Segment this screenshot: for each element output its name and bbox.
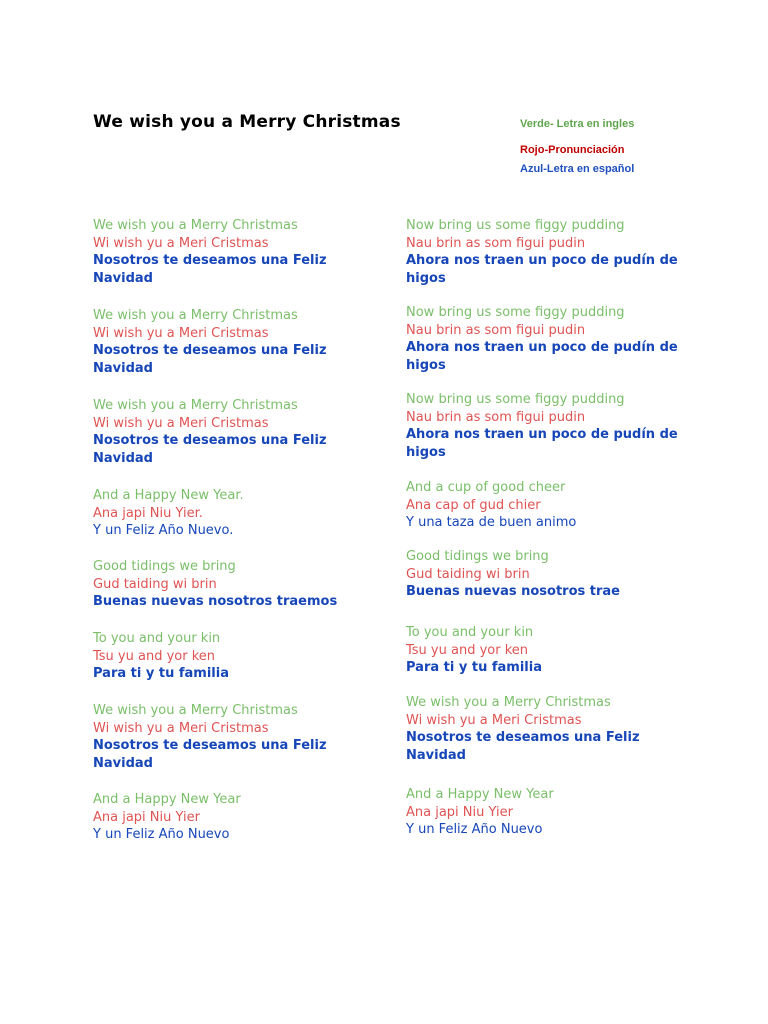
spanish-line: Ahora nos traen un poco de pudín de higos — [406, 340, 678, 373]
stanza — [93, 307, 383, 377]
stanza — [93, 702, 383, 772]
english-line: We wish you a Merry Christmas — [406, 695, 611, 710]
stanza — [93, 397, 383, 467]
spanish-line: Buenas nuevas nosotros traemos — [93, 594, 338, 609]
english-line: To you and your kin — [406, 625, 534, 640]
pronunciation-line: Ana japi Niu Yier — [406, 804, 513, 820]
english-line: We wish you a Merry Christmas — [93, 308, 298, 323]
pronunciation-line: Gud taiding wi brin — [93, 576, 217, 592]
english-line: Now bring us some figgy pudding — [406, 305, 625, 320]
spanish-line: Y un Feliz Año Nuevo — [93, 827, 230, 842]
spanish-line: Buenas nuevas nosotros trae — [406, 584, 620, 599]
legend-red: Rojo-Pronunciación — [520, 144, 625, 156]
spanish-line: Para ti y tu familia — [93, 666, 229, 681]
english-line: And a cup of good cheer — [406, 480, 566, 495]
pronunciation-line: Nau brin as som figui pudin — [406, 409, 586, 425]
english-line: And a Happy New Year. — [93, 488, 244, 503]
legend-green: Verde- Letra en ingles — [520, 118, 635, 130]
stanza — [406, 217, 696, 287]
stanza — [406, 479, 696, 532]
stanza — [406, 391, 696, 461]
pronunciation-line: Nau brin as som figui pudin — [406, 322, 586, 338]
stanza — [406, 624, 696, 677]
pronunciation-line: Wi wish yu a Meri Cristmas — [93, 325, 269, 341]
spanish-line: Nosotros te deseamos una Feliz Navidad — [93, 253, 327, 286]
spanish-line: Para ti y tu familia — [406, 660, 542, 675]
stanza — [93, 791, 383, 844]
pronunciation-line: Wi wish yu a Meri Cristmas — [406, 712, 582, 728]
stanza — [93, 217, 383, 287]
english-line: We wish you a Merry Christmas — [93, 398, 298, 413]
pronunciation-line: Tsu yu and yor ken — [93, 648, 216, 664]
stanza — [93, 487, 383, 540]
english-line: To you and your kin — [93, 631, 221, 646]
pronunciation-line: Nau brin as som figui pudin — [406, 235, 586, 251]
english-line: Good tidings we bring — [93, 559, 236, 574]
pronunciation-line: Ana cap of gud chier — [406, 497, 541, 513]
spanish-line: Ahora nos traen un poco de pudín de higos — [406, 427, 678, 460]
legend-blue: Azul-Letra en español — [520, 163, 635, 175]
pronunciation-line: Ana japi Niu Yier — [93, 809, 200, 825]
english-line: Good tidings we bring — [406, 549, 549, 564]
stanza — [406, 786, 696, 839]
english-line: Now bring us some figgy pudding — [406, 392, 625, 407]
spanish-line: Nosotros te deseamos una Feliz Navidad — [93, 738, 327, 771]
english-line: We wish you a Merry Christmas — [93, 703, 298, 718]
spanish-line: Nosotros te deseamos una Feliz Navidad — [93, 343, 327, 376]
pronunciation-line: Wi wish yu a Meri Cristmas — [93, 415, 269, 431]
spanish-line: Nosotros te deseamos una Feliz Navidad — [93, 433, 327, 466]
english-line: We wish you a Merry Christmas — [93, 218, 298, 233]
stanza — [93, 558, 383, 611]
english-line: And a Happy New Year — [93, 792, 241, 807]
english-line: Now bring us some figgy pudding — [406, 218, 625, 233]
stanza — [406, 694, 696, 764]
pronunciation-line: Gud taiding wi brin — [406, 566, 530, 582]
spanish-line: Y un Feliz Año Nuevo. — [93, 523, 234, 538]
english-line: And a Happy New Year — [406, 787, 554, 802]
pronunciation-line: Wi wish yu a Meri Cristmas — [93, 235, 269, 251]
stanza — [406, 304, 696, 374]
pronunciation-line: Wi wish yu a Meri Cristmas — [93, 720, 269, 736]
pronunciation-line: Ana japi Niu Yier. — [93, 505, 203, 521]
spanish-line: Y un Feliz Año Nuevo — [406, 822, 543, 837]
spanish-line: Y una taza de buen animo — [406, 515, 577, 530]
stanza — [406, 548, 696, 601]
spanish-line: Ahora nos traen un poco de pudín de higos — [406, 253, 678, 286]
pronunciation-line: Tsu yu and yor ken — [406, 642, 529, 658]
spanish-line: Nosotros te deseamos una Feliz Navidad — [406, 730, 640, 763]
stanza — [93, 630, 383, 683]
page-title: We wish you a Merry Christmas — [93, 112, 401, 132]
